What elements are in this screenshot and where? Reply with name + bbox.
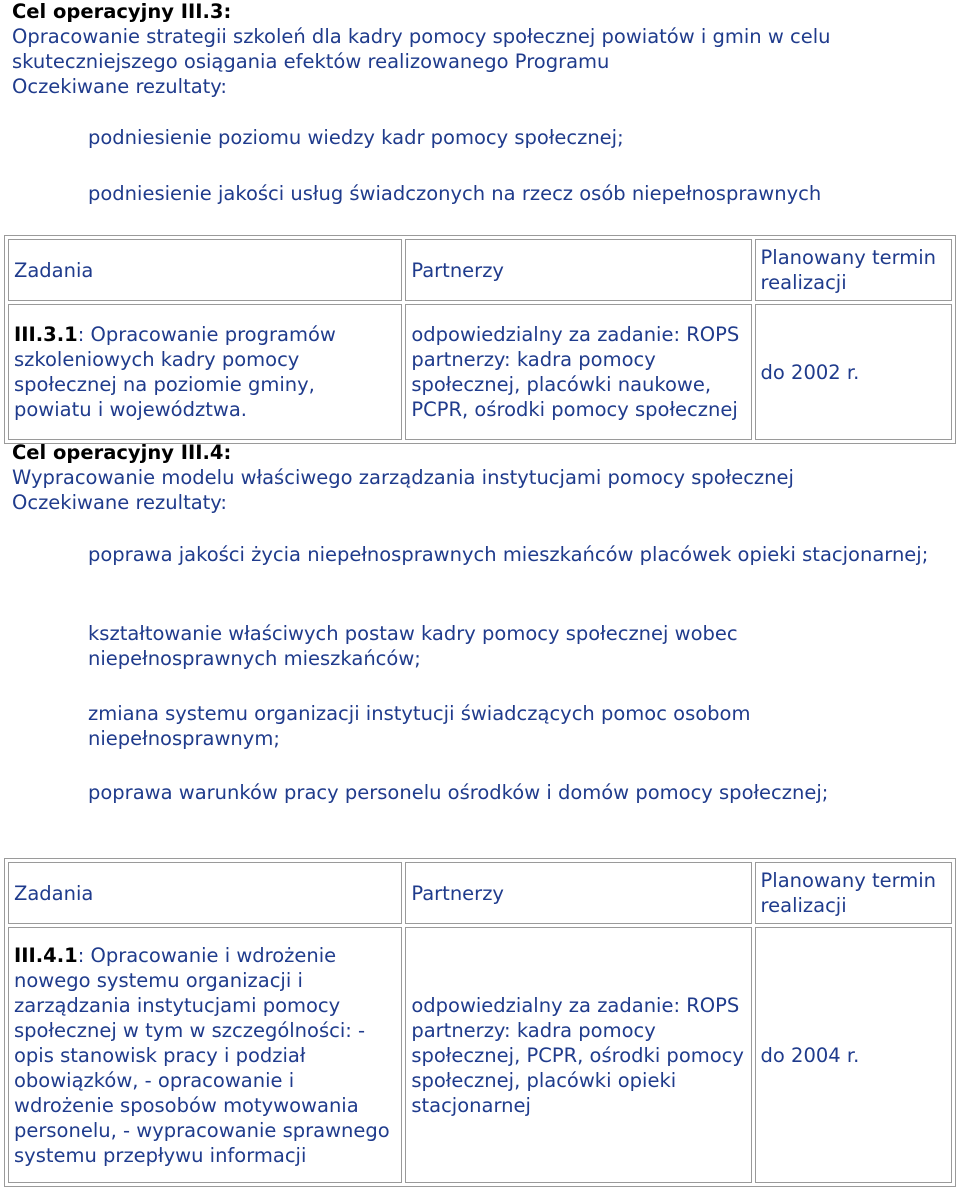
deadline-cell: do 2004 r. <box>755 927 952 1183</box>
header-partnerzy: Partnerzy <box>405 239 751 301</box>
deadline-cell: do 2002 r. <box>755 304 952 440</box>
header-partnerzy: Partnerzy <box>405 862 751 924</box>
section1-expected-label: Oczekiwane rezultaty: <box>12 75 227 98</box>
section1-description-line1: Opracowanie strategii szkoleń dla kadry pomocy społecznej powiatów i gmin w celu <box>12 25 831 48</box>
table-row <box>8 304 952 440</box>
task-cell <box>8 304 402 440</box>
section2-result-item: poprawa warunków pracy personelu ośrodków i domów pomocy społecznej; <box>88 781 829 804</box>
partners-cell: odpowiedzialny za zadanie: ROPS partnerzy: kadra pomocy społecznej, PCPR, ośrodki pomocy społecznej, placówki opieki stacjonarnej <box>405 927 751 1183</box>
table-header-row <box>8 239 952 301</box>
section2-description: Wypracowanie modelu właściwego zarządzania instytucjami pomocy społecznej <box>12 466 794 489</box>
section1-result-item: podniesienie poziomu wiedzy kadr pomocy społecznej; <box>88 126 624 149</box>
task-text: : Opracowanie programów szkoleniowych kadry pomocy społecznej na poziomie gminy, powiatu i województwa. <box>14 323 336 421</box>
task-cell <box>8 927 402 1183</box>
header-zadania: Zadania <box>8 239 402 301</box>
task-code: III.3.1 <box>14 323 78 346</box>
section1-tasks-table <box>4 235 956 444</box>
section1-description-line2: skuteczniejszego osiągania efektów realizowanego Programu <box>12 50 610 73</box>
table-header-row <box>8 862 952 924</box>
section2-result-item: kształtowanie właściwych postaw kadry pomocy społecznej wobec niepełnosprawnych mieszkańców; <box>88 622 738 670</box>
section2-result-item: poprawa jakości życia niepełnosprawnych mieszkańców placówek opieki stacjonarnej; <box>88 543 929 566</box>
header-termin: Planowany termin realizacji <box>755 239 952 301</box>
section1-heading: Cel operacyjny III.3: <box>12 0 232 23</box>
section2-tasks-table <box>4 858 956 1187</box>
section2-expected-label: Oczekiwane rezultaty: <box>12 491 227 514</box>
task-text: : Opracowanie i wdrożenie nowego systemu organizacji i zarządzania instytucjami pomocy społecznej w tym w szczególności: - opis stanowisk pracy i podział obowiązków, - opracowanie i wdrożenie sposobów motywowania personelu, - wypracowanie sprawnego systemu przepływu informacji <box>14 943 390 1167</box>
section2-heading: Cel operacyjny III.4: <box>12 441 232 464</box>
section2-result-item: zmiana systemu organizacji instytucji świadczących pomoc osobom niepełnosprawnym; <box>88 702 751 750</box>
table-row <box>8 927 952 1183</box>
task-code: III.4.1 <box>14 943 78 967</box>
partners-cell: odpowiedzialny za zadanie: ROPS partnerzy: kadra pomocy społecznej, placówki naukowe, PCPR, ośrodki pomocy społecznej <box>405 304 751 440</box>
header-zadania: Zadania <box>8 862 402 924</box>
section1-result-item: podniesienie jakości usług świadczonych na rzecz osób niepełnosprawnych <box>88 182 822 205</box>
header-termin: Planowany termin realizacji <box>755 862 952 924</box>
